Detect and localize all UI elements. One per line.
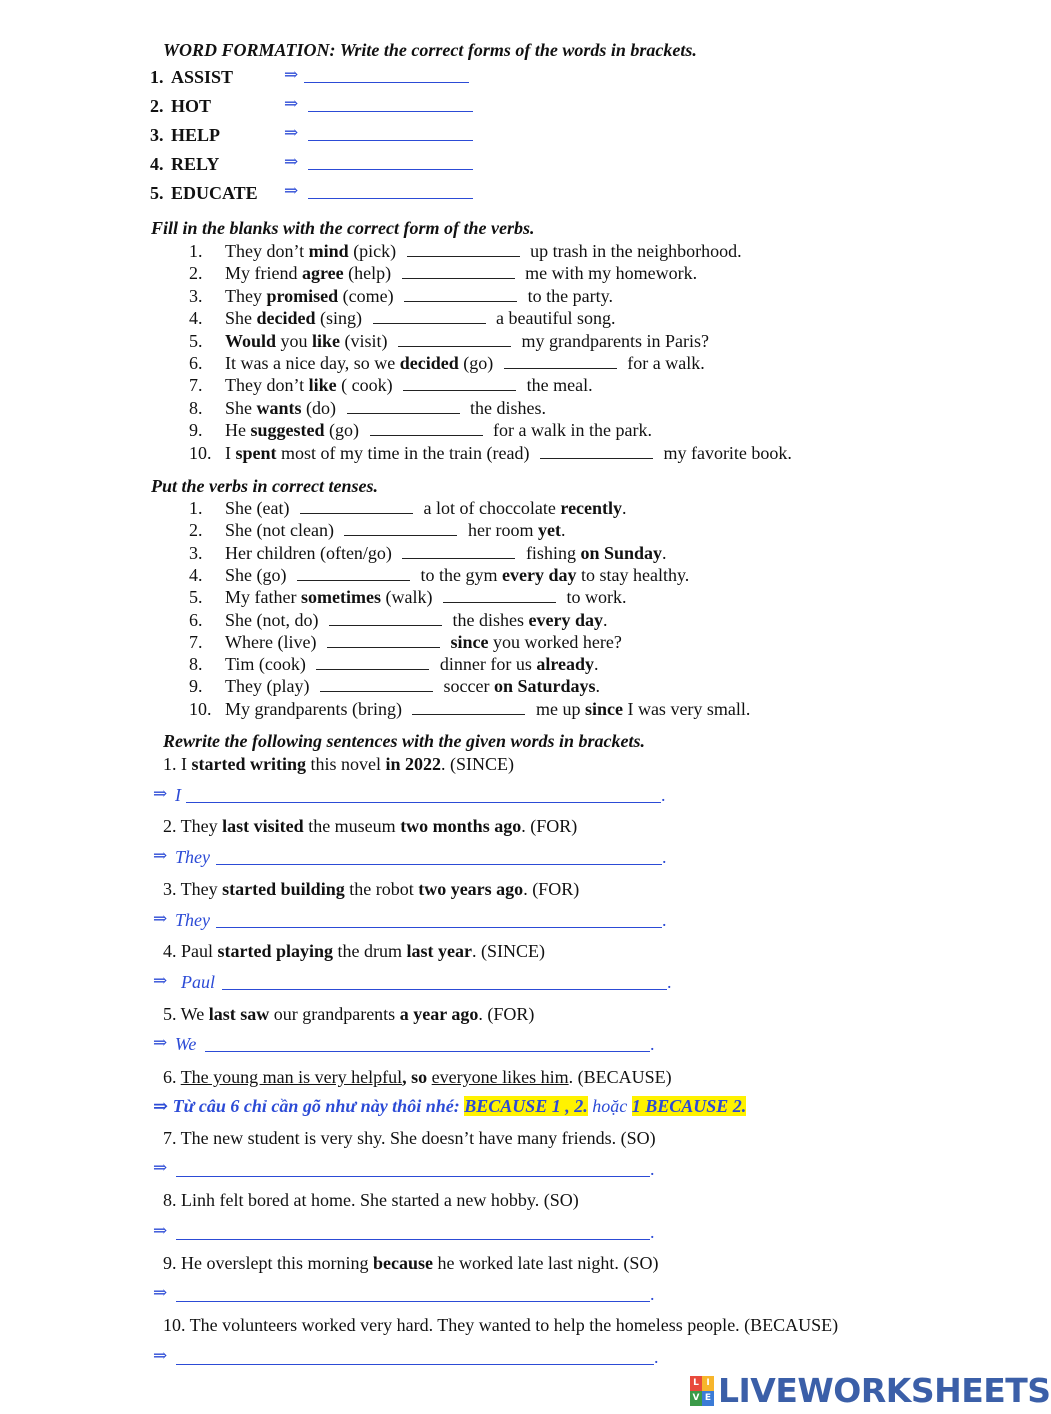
- rewrite-heading: Rewrite the following sentences with the given words in brackets.: [163, 731, 646, 751]
- text: my favorite book.: [658, 442, 792, 463]
- item-number: 9.: [163, 1253, 177, 1273]
- text: (sing): [315, 308, 367, 329]
- text: (pick): [348, 241, 401, 261]
- item-number: 2.: [163, 816, 177, 836]
- text: to the party.: [523, 285, 613, 306]
- keyword: on Saturdays: [493, 676, 596, 697]
- text: for a walk in the park.: [488, 420, 652, 441]
- answer-blank[interactable]: [402, 264, 515, 279]
- keyword: on Sunday: [580, 542, 663, 563]
- keyword: yet: [537, 520, 561, 541]
- text: for a walk.: [622, 353, 705, 373]
- text: She (not clean): [225, 520, 339, 541]
- arrow-icon: ⇒: [153, 784, 168, 803]
- answer-blank[interactable]: [222, 973, 667, 990]
- text: (walk): [380, 587, 437, 608]
- text: most of my time in the train (read): [276, 442, 534, 463]
- text: soccer: [438, 676, 494, 697]
- item-number: 3.: [189, 285, 203, 306]
- item-number: 7.: [189, 631, 203, 652]
- emphasis: , so: [402, 1067, 428, 1087]
- answer-blank[interactable]: [304, 66, 469, 83]
- item-number: 5.: [163, 1004, 177, 1024]
- text: . (FOR): [521, 816, 578, 836]
- logo-mark-letter: L: [690, 1376, 702, 1391]
- period: .: [662, 847, 667, 867]
- text: She (eat): [225, 498, 294, 518]
- arrow-icon: ⇒: [153, 846, 168, 865]
- item-number: 1.: [163, 754, 177, 774]
- sentence-starter: They: [175, 910, 210, 930]
- arrow-icon: ⇒: [153, 1158, 168, 1177]
- emphasis: started playing: [217, 941, 334, 961]
- item-number: 10.: [189, 442, 212, 463]
- text: our grandparents: [269, 1004, 400, 1024]
- emphasis: last year: [406, 941, 473, 961]
- answer-blank[interactable]: [329, 611, 442, 626]
- keyword: decided: [256, 308, 316, 329]
- arrow-icon: ⇒: [153, 1221, 168, 1240]
- tense-sentence: [225, 631, 622, 653]
- liveworksheets-logo: [690, 1371, 1051, 1410]
- text: It was a nice day, so we: [225, 353, 400, 373]
- text: . (SINCE): [472, 941, 546, 961]
- emphasis: started writing: [191, 754, 306, 774]
- text: .: [662, 542, 667, 563]
- emphasis: last saw: [208, 1004, 270, 1024]
- logo-mark-letter: E: [702, 1391, 714, 1406]
- text: I was very small.: [622, 698, 751, 719]
- answer-blank[interactable]: [300, 499, 413, 514]
- word-formation-number: 3.: [150, 125, 164, 145]
- text: Where (live): [225, 631, 321, 652]
- item-number: 2.: [189, 263, 203, 284]
- text: .: [560, 520, 566, 541]
- keyword: recently: [560, 498, 623, 518]
- answer-blank[interactable]: [403, 376, 516, 391]
- text: She (not, do): [225, 609, 323, 630]
- text: .: [594, 654, 599, 675]
- verb-sentence: [225, 285, 613, 307]
- arrow-icon: ⇒: [284, 123, 299, 142]
- rewrite-question: [163, 1003, 534, 1025]
- text: he worked late last night. (SO): [432, 1253, 659, 1273]
- arrow-icon: ⇒: [284, 152, 299, 171]
- item-number: 9.: [189, 420, 203, 441]
- text: . (BECAUSE): [568, 1067, 672, 1087]
- text: (help): [343, 263, 396, 284]
- text: the drum: [333, 941, 407, 961]
- item-number: 7.: [189, 375, 203, 396]
- hint-or: hoặc: [587, 1096, 632, 1116]
- answer-blank[interactable]: [297, 566, 410, 581]
- item-number: 6.: [189, 609, 203, 630]
- text: The volunteers worked very hard. They wanted to help the homeless people. (BECAUSE): [185, 1315, 839, 1335]
- text: He overslept this morning: [176, 1253, 373, 1273]
- emphasis: two months ago: [400, 816, 522, 836]
- hint-option-2: 1 BECAUSE 2.: [631, 1096, 747, 1116]
- text: (do): [301, 397, 341, 418]
- verb-sentence: [225, 442, 792, 464]
- text: ( cook): [336, 375, 398, 396]
- text: the meal.: [522, 375, 593, 396]
- word-formation-word: RELY: [171, 154, 220, 174]
- verb-sentence: [225, 240, 742, 262]
- text: (go): [324, 420, 364, 441]
- text: . (SINCE): [441, 754, 514, 774]
- period: .: [650, 1284, 655, 1304]
- answer-blank[interactable]: [373, 309, 486, 324]
- keyword: wants: [256, 397, 302, 418]
- tense-sentence: [225, 698, 750, 720]
- item-number: 6.: [189, 353, 203, 373]
- liveworksheets-logo-text: LIVEWORKSHEETS: [718, 1371, 1051, 1410]
- text: They: [225, 285, 267, 306]
- text: I: [225, 442, 236, 463]
- tense-sentence: [225, 609, 607, 631]
- emphasis: in 2022: [385, 754, 441, 774]
- tense-sentence: [225, 542, 667, 564]
- answer-blank[interactable]: [176, 1160, 650, 1177]
- sentence-starter: I: [175, 785, 181, 805]
- text: the robot: [344, 879, 419, 899]
- answer-blank[interactable]: [404, 287, 517, 302]
- answer-blank[interactable]: [540, 444, 653, 459]
- text: .: [602, 609, 608, 630]
- text: the dishes: [448, 609, 529, 630]
- text: . (FOR): [478, 1004, 535, 1024]
- keyword: since: [450, 631, 489, 652]
- text: a beautiful song.: [491, 308, 616, 329]
- answer-blank[interactable]: [308, 124, 473, 141]
- period: .: [650, 1222, 655, 1242]
- rewrite-question: [163, 1127, 656, 1149]
- verb-sentence: [225, 307, 616, 329]
- word-formation-number: 5.: [150, 183, 164, 203]
- item-number: 10.: [163, 1315, 186, 1335]
- keyword: suggested: [250, 420, 325, 441]
- text: The new student is very shy. She doesn’t have many friends. (SO): [176, 1128, 656, 1148]
- text: He: [225, 420, 251, 441]
- verb-sentence: [225, 397, 546, 419]
- answer-blank[interactable]: [412, 700, 525, 715]
- text: My grandparents (bring): [225, 698, 407, 719]
- arrow-icon: ⇒: [284, 181, 299, 200]
- word-formation-word: HELP: [171, 125, 221, 145]
- period: .: [662, 910, 667, 930]
- keyword: decided: [399, 353, 459, 373]
- text: (come): [338, 285, 399, 306]
- emphasis: The young man is very helpful: [180, 1067, 403, 1087]
- item-number: 3.: [189, 542, 203, 563]
- text: the museum: [303, 816, 401, 836]
- text: (go): [458, 353, 498, 373]
- word-formation-number: 4.: [150, 154, 164, 174]
- text: They: [176, 879, 223, 899]
- period: .: [650, 1034, 655, 1054]
- tense-sentence: [225, 586, 626, 608]
- keyword: since: [584, 698, 623, 719]
- verb-sentence: [225, 352, 705, 374]
- keyword: promised: [266, 285, 339, 306]
- text: .: [622, 498, 627, 518]
- answer-blank[interactable]: [186, 786, 661, 803]
- tense-sentence: [225, 564, 689, 586]
- word-formation-number: 2.: [150, 96, 164, 116]
- item-number: 4.: [189, 308, 203, 329]
- keyword: spent: [235, 442, 277, 463]
- answer-blank[interactable]: [216, 911, 662, 928]
- word-formation-word: HOT: [171, 96, 212, 116]
- arrow-icon: ⇒: [153, 909, 168, 928]
- verb-sentence: [225, 374, 593, 396]
- arrow-icon: ⇒: [153, 971, 168, 990]
- keyword: Would: [225, 330, 277, 351]
- tense-sentence: [225, 675, 600, 697]
- text: this novel: [305, 754, 386, 774]
- answer-blank[interactable]: [443, 588, 556, 603]
- verb-sentence: [225, 330, 709, 352]
- period: .: [661, 785, 666, 805]
- text: Paul: [176, 941, 218, 961]
- text: They (play): [225, 676, 314, 697]
- hint-lead: Từ câu 6 chỉ cần gõ như này thôi nhé:: [172, 1096, 465, 1116]
- word-formation-word: EDUCATE: [171, 183, 258, 203]
- item-number: 4.: [189, 564, 203, 585]
- rewrite-question: [163, 1066, 672, 1088]
- keyword: mind: [308, 241, 349, 261]
- item-number: 3.: [163, 879, 177, 899]
- arrow-icon: ⇒: [153, 1033, 168, 1052]
- period: .: [650, 1159, 655, 1179]
- tense-sentence: [225, 653, 599, 675]
- text: She: [225, 308, 257, 329]
- text: .: [595, 676, 600, 697]
- sentence-starter: They: [175, 847, 210, 867]
- word-formation-word: ASSIST: [171, 67, 234, 87]
- sentence-starter: We: [175, 1034, 197, 1054]
- arrow-icon: ⇒: [153, 1346, 168, 1365]
- item-number: 5.: [189, 587, 203, 608]
- text: a lot of choccolate: [418, 498, 561, 518]
- period: .: [654, 1347, 659, 1367]
- answer-blank[interactable]: [205, 1035, 650, 1052]
- text: Linh felt bored at home. She started a new hobby. (SO): [176, 1190, 579, 1210]
- emphasis: two years ago: [418, 879, 524, 899]
- answer-blank[interactable]: [327, 633, 440, 648]
- tense-sentence: [225, 497, 627, 519]
- text: my grandparents in Paris?: [517, 330, 709, 351]
- answer-blank[interactable]: [308, 182, 473, 199]
- answer-blank[interactable]: [370, 421, 483, 436]
- item-number: 1.: [189, 241, 203, 261]
- rewrite-question: [163, 1189, 579, 1211]
- text: They don’t: [225, 241, 309, 261]
- answer-blank[interactable]: [176, 1348, 654, 1365]
- tense-sentence: [225, 519, 565, 541]
- item-number: 4.: [163, 941, 177, 961]
- text: to stay healthy.: [576, 564, 690, 585]
- keyword: already: [536, 654, 594, 675]
- text: They don’t: [225, 375, 309, 396]
- keyword: every day: [502, 564, 577, 585]
- text: me with my homework.: [520, 263, 698, 284]
- item-number: 8.: [163, 1190, 177, 1210]
- text: (visit): [340, 330, 393, 351]
- answer-blank[interactable]: [316, 655, 429, 670]
- text: I: [176, 754, 192, 774]
- tenses-heading: Put the verbs in correct tenses.: [151, 476, 378, 496]
- answer-blank[interactable]: [398, 332, 511, 347]
- emphasis: last visited: [222, 816, 304, 836]
- sentence-starter: Paul: [181, 972, 215, 992]
- answer-blank[interactable]: [344, 521, 457, 536]
- verb-sentence: [225, 262, 697, 284]
- text: She: [225, 397, 257, 418]
- hint-line: [153, 1095, 746, 1117]
- text: Her children (often/go): [225, 542, 397, 563]
- hint-option-1: BECAUSE 1 , 2.: [464, 1096, 588, 1116]
- text: fishing: [521, 542, 581, 563]
- item-number: 6.: [163, 1067, 177, 1087]
- text: They: [176, 816, 223, 836]
- rewrite-question: [163, 815, 577, 837]
- keyword: sometimes: [300, 587, 381, 608]
- word-formation-number: 1.: [150, 67, 164, 87]
- keyword: every day: [528, 609, 603, 630]
- item-number: 8.: [189, 397, 203, 418]
- emphasis: everyone likes him: [431, 1067, 569, 1087]
- answer-blank[interactable]: [347, 399, 460, 414]
- item-number: 1.: [189, 498, 203, 518]
- text: to work.: [561, 587, 627, 608]
- keyword: agree: [301, 263, 344, 284]
- arrow-icon: ⇒: [153, 1283, 168, 1302]
- text: She (go): [225, 564, 291, 585]
- item-number: 5.: [189, 330, 203, 351]
- answer-blank[interactable]: [308, 153, 473, 170]
- period: .: [667, 972, 672, 992]
- rewrite-question: [163, 753, 514, 775]
- text: Tim (cook): [225, 654, 311, 675]
- word-formation-heading: WORD FORMATION: Write the correct forms of the words in brackets.: [163, 40, 697, 60]
- keyword: like: [308, 375, 337, 396]
- liveworksheets-logo-mark: [690, 1376, 714, 1406]
- keyword: like: [312, 330, 341, 351]
- text: her room: [463, 520, 538, 541]
- logo-mark-letter: I: [702, 1376, 714, 1391]
- answer-blank[interactable]: [176, 1285, 650, 1302]
- answer-blank[interactable]: [504, 354, 617, 369]
- rewrite-question: [163, 940, 545, 962]
- text: to the gym: [416, 564, 502, 585]
- text: you: [276, 330, 313, 351]
- text: . (FOR): [523, 879, 580, 899]
- logo-mark-letter: V: [690, 1391, 702, 1406]
- text: you worked here?: [488, 631, 622, 652]
- item-number: 7.: [163, 1128, 177, 1148]
- answer-blank[interactable]: [308, 95, 473, 112]
- answer-blank[interactable]: [320, 677, 433, 692]
- rewrite-question: [163, 1252, 658, 1274]
- text: We: [176, 1004, 209, 1024]
- text: up trash in the neighborhood.: [525, 241, 742, 261]
- rewrite-question: [163, 1314, 838, 1336]
- emphasis: started building: [222, 879, 345, 899]
- arrow-icon: ⇒: [284, 65, 299, 84]
- emphasis: a year ago: [399, 1004, 479, 1024]
- text: the dishes.: [465, 397, 547, 418]
- item-number: 9.: [189, 676, 203, 697]
- emphasis: because: [372, 1253, 433, 1273]
- item-number: 10.: [189, 698, 212, 719]
- item-number: 2.: [189, 520, 203, 541]
- text: My father: [225, 587, 301, 608]
- item-number: 8.: [189, 654, 203, 675]
- arrow-icon: ⇒: [153, 1096, 169, 1116]
- verbs-heading: Fill in the blanks with the correct form of the verbs.: [151, 218, 535, 238]
- rewrite-question: [163, 878, 579, 900]
- answer-blank[interactable]: [407, 242, 520, 257]
- arrow-icon: ⇒: [284, 94, 299, 113]
- text: My friend: [225, 263, 302, 284]
- text: dinner for us: [435, 654, 537, 675]
- verb-sentence: [225, 419, 652, 441]
- text: me up: [531, 698, 585, 719]
- answer-blank[interactable]: [216, 848, 662, 865]
- answer-blank[interactable]: [176, 1223, 650, 1240]
- answer-blank[interactable]: [402, 544, 515, 559]
